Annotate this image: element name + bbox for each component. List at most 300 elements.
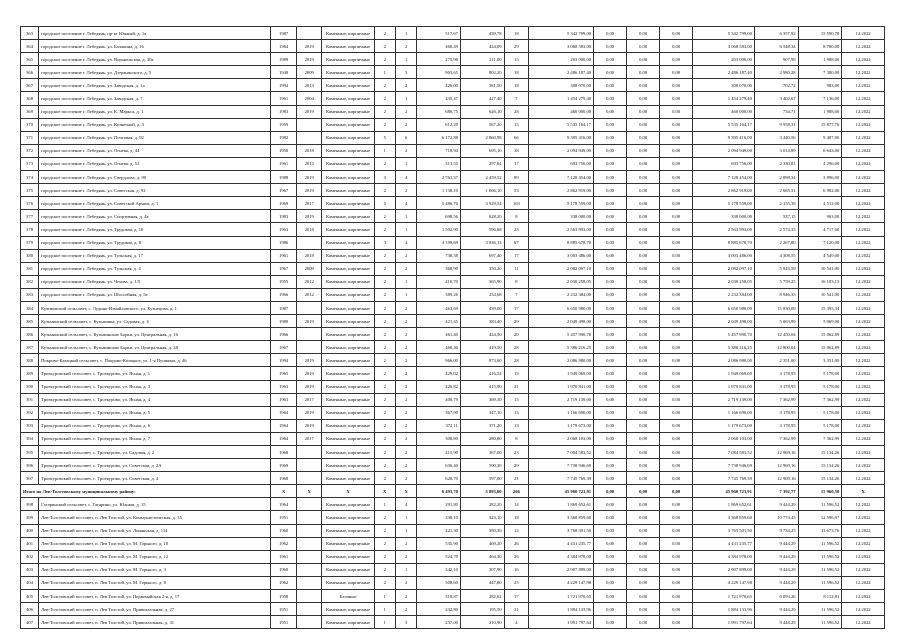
cell-living-area: 628,20 [460, 210, 504, 223]
cell-fund-regional: 0,00 [627, 616, 660, 629]
cell-fund-local: 0,00 [660, 603, 693, 616]
cell-number: 403 [21, 563, 39, 576]
cell-wall-material: Каменные, кирпичные [322, 171, 374, 184]
cell-cost-owners: 6 650 980,09 [693, 301, 755, 314]
cell-year-built: 1962 [271, 537, 297, 550]
cell-fund-regional: 0,00 [627, 210, 660, 223]
cell-year-repair: 2009 [296, 262, 322, 275]
cell-residents: 15 [504, 118, 529, 131]
cell-cost-total: 2 907 899,00 [529, 563, 594, 576]
cell-entrances: 1 [395, 524, 416, 537]
cell-term: 12.2022 [842, 406, 885, 419]
cell-fund-regional: 0,00 [627, 354, 660, 367]
cell-floors: 2 [374, 40, 395, 53]
cell-wall-material: Каменные, кирпичные [322, 328, 374, 341]
cell-entrances: 2 [395, 537, 416, 550]
cell-cost-total: 7 745 769,39 [529, 472, 594, 485]
cell-number: 402 [21, 550, 39, 563]
cell-number: 373 [21, 157, 39, 170]
cell-floors: 2 [374, 315, 395, 328]
cell-fund-federal: 0,00 [594, 485, 627, 498]
cell-year-repair [296, 131, 322, 144]
cell-address: городское поселение г. Лебедянь, ул. К. Маркса, д. 1 [39, 105, 271, 118]
cell-unit-cost: 9 734,25 [754, 524, 798, 537]
cell-fund-local: 0,00 [660, 66, 693, 79]
cell-fund-federal: 0,00 [594, 524, 627, 537]
cell-fund-regional: 0,00 [627, 275, 660, 288]
cell-limit-cost: 11 596,52 [798, 550, 842, 563]
cell-wall-material: Каменные, кирпичные [322, 53, 374, 66]
cell-entrances: 2 [395, 603, 416, 616]
cell-floors: 2 [374, 406, 395, 419]
cell-residents: 25 [504, 576, 529, 589]
cell-year-built: 1964 [271, 419, 297, 432]
cell-residents: 66 [504, 131, 529, 144]
cell-entrances: 4 [395, 171, 416, 184]
cell-unit-cost: 12 969,16 [754, 459, 798, 472]
cell-year-repair: 2019 [296, 315, 322, 328]
cell-address: городское поселение г. Лебедянь, ул. Спортивная, д. 4а [39, 210, 271, 223]
cell-fund-federal: 0,00 [594, 380, 627, 393]
cell-term: 12.2022 [842, 210, 885, 223]
cell-address: городское поселение г. Лебедянь, пр-кт Южный, д. 1а [39, 27, 271, 40]
cell-living-area: 380,30 [460, 524, 504, 537]
cell-unit-cost: 7 362,99 [754, 393, 798, 406]
cell-entrances: 2 [395, 301, 416, 314]
cell-floors: 1 [374, 144, 395, 157]
cell-unit-cost: 8 946,35 [754, 288, 798, 301]
cell-fund-regional: 0,00 [627, 197, 660, 210]
cell-year-repair [296, 498, 322, 511]
cell-limit-cost: 10 541,00 [798, 288, 842, 301]
cell-cost-total: 2 068 103,00 [529, 432, 594, 445]
cell-wall-material: Каменные, кирпичные [322, 210, 374, 223]
cell-fund-federal: 0,00 [594, 419, 627, 432]
cell-floors: 3 [374, 171, 395, 184]
table-row [21, 354, 885, 367]
cell-cost-owners: 5 535 164,17 [693, 118, 755, 131]
cell-total-area: 636,40 [417, 459, 461, 472]
cell-entrances: 2 [395, 406, 416, 419]
cell-fund-regional: 0,00 [627, 446, 660, 459]
cell-floors: 1 [374, 603, 395, 616]
cell-cost-total: 4 431 235,77 [529, 537, 594, 550]
cell-number: 374 [21, 171, 39, 184]
cell-residents: 13 [504, 406, 529, 419]
cell-wall-material: Каменные, кирпичные [322, 432, 374, 445]
cell-residents: 28 [504, 341, 529, 354]
cell-cost-owners: 5 386 216,25 [693, 341, 755, 354]
cell-floors: 2 [374, 367, 395, 380]
cell-limit-cost: 11 596,52 [798, 616, 842, 629]
cell-year-built: 1962 [271, 576, 297, 589]
cell-fund-regional: 0,00 [627, 524, 660, 537]
cell-term: 12.2022 [842, 367, 885, 380]
cell-fund-federal: 0,00 [594, 171, 627, 184]
cell-wall-material: Каменные, кирпичные [322, 315, 374, 328]
cell-unit-cost: 7 392,77 [754, 485, 798, 498]
cell-entrances: 2 [395, 393, 416, 406]
cell-number: 370 [21, 118, 39, 131]
cell-floors: 2 [374, 27, 395, 40]
cell-fund-local: 0,00 [660, 184, 693, 197]
cell-total-area: 318,87 [417, 590, 461, 603]
table-row [21, 27, 885, 40]
cell-fund-federal: 0,00 [594, 590, 627, 603]
table-row [21, 603, 885, 616]
cell-entrances: 1 [395, 210, 416, 223]
cell-address: городское поселение г. Лебедянь, ул. Огнева, д. 52 [39, 157, 271, 170]
cell-address: Лев-Толстовский поссовет, п. Лев Толстой, ул. Привокзальная, д. 31 [39, 616, 271, 629]
cell-year-repair [296, 603, 322, 616]
cell-cost-total: 1 179 673,00 [529, 419, 594, 432]
cell-cost-owners: 7 084 583,52 [693, 446, 755, 459]
cell-living-area: 210,90 [460, 616, 504, 629]
cell-fund-federal: 0,00 [594, 367, 627, 380]
cell-cost-total: 1 721 970,65 [529, 590, 594, 603]
cell-unit-cost: 5 943,59 [754, 262, 798, 275]
cell-cost-total: 2 232 384,00 [529, 288, 594, 301]
cell-fund-regional: 0,00 [627, 105, 660, 118]
cell-number: 369 [21, 105, 39, 118]
cell-limit-cost: 1 988,00 [798, 53, 842, 66]
cell-entrances: 4 [395, 498, 416, 511]
cell-fund-federal: 0,00 [594, 498, 627, 511]
cell-total-area: 903,65 [417, 66, 461, 79]
cell-address: Гагаринский сельсовет, с. Гагарино, ул. Южная, д. 15 [39, 498, 271, 511]
cell-living-area: 802,20 [460, 66, 504, 79]
cell-entrances: 2 [395, 40, 416, 53]
cell-year-repair: 2018 [296, 249, 322, 262]
cell-cost-total: 203 000,00 [529, 53, 594, 66]
cell-fund-regional: 0,00 [627, 118, 660, 131]
cell-fund-regional: 0,00 [627, 459, 660, 472]
cell-limit-cost: 5 178,00 [798, 380, 842, 393]
cell-term: 12.2022 [842, 432, 885, 445]
cell-fund-regional: 0,00 [627, 131, 660, 144]
cell-unit-cost: 537,15 [754, 210, 798, 223]
cell-fund-regional: 0,00 [627, 249, 660, 262]
cell-wall-material: Каменные, кирпичные [322, 288, 374, 301]
cell-fund-regional: 0,00 [627, 40, 660, 53]
cell-unit-cost: 4 308,55 [754, 249, 798, 262]
cell-address: городское поселение г. Лебедянь, ул. Воронежская, д. 30а [39, 53, 271, 66]
cell-unit-cost: 3 178,95 [754, 367, 798, 380]
cell-fund-regional: 0,00 [627, 144, 660, 157]
cell-cost-owners: 1 949 069,00 [693, 367, 755, 380]
cell-fund-federal: 0,00 [594, 79, 627, 92]
cell-address: Лев-Толстовский поссовет, п. Лев Толстой, ул. М. Горького, д. 12 [39, 550, 271, 563]
cell-residents: 26 [504, 550, 529, 563]
cell-unit-cost: 2 330,81 [754, 157, 798, 170]
cell-term: 12.2022 [842, 419, 885, 432]
table-row [21, 236, 885, 249]
cell-total-area: 680,75 [417, 105, 461, 118]
cell-cost-owners: 308 070,00 [693, 79, 755, 92]
cell-number: 392 [21, 406, 39, 419]
cell-address: городское поселение г. Лебедянь, ул. Заводская, д. 7 [39, 92, 271, 105]
cell-total-area: 426,82 [417, 380, 461, 393]
cell-address: Кузьминский сельсовет, с. Кузьминка, ул. Садовая, д. 4 [39, 315, 271, 328]
cell-limit-cost: 11 596,52 [798, 498, 842, 511]
cell-living-area: 626,10 [460, 105, 504, 118]
cell-number: 400 [21, 524, 39, 537]
cell-year-built: 1982 [271, 131, 297, 144]
cell-cost-owners: 7 745 769,39 [693, 472, 755, 485]
cell-floors: 2 [374, 550, 395, 563]
cell-fund-regional: 0,00 [627, 53, 660, 66]
cell-unit-cost: 12 800,04 [754, 341, 798, 354]
cell-fund-local: 0,00 [660, 301, 693, 314]
cell-year-repair: 2019 [296, 406, 322, 419]
cell-cost-total: 7 084 583,52 [529, 446, 594, 459]
cell-fund-local: 0,00 [660, 524, 693, 537]
cell-fund-federal: 0,00 [594, 236, 627, 249]
cell-cost-total: 6 650 980,09 [529, 301, 594, 314]
cell-year-repair: 2019 [296, 105, 322, 118]
cell-entrances: 2 [395, 262, 416, 275]
cell-cost-owners: 3 068 583,00 [693, 40, 755, 53]
cell-entrances: 2 [395, 590, 416, 603]
cell-entrances: 2 [395, 472, 416, 485]
cell-cost-total: 1 884 133,96 [529, 603, 594, 616]
cell-entrances: 2 [395, 79, 416, 92]
table-row [21, 262, 885, 275]
cell-year-repair: 2019 [296, 419, 322, 432]
table-row [21, 249, 885, 262]
cell-cost-owners: 203 000,00 [693, 53, 755, 66]
cell-address: Куликовский сельсовет, с. Лудино-Измайловского, ул. Кузнецова, д. 1 [39, 301, 271, 314]
cell-year-repair [296, 118, 322, 131]
cell-cost-owners: 5 342 799,00 [693, 27, 755, 40]
cell-wall-material: Блочные [322, 590, 374, 603]
cell-fund-local: 0,00 [660, 380, 693, 393]
housing-register-table [20, 26, 885, 629]
cell-cost-owners: 2 486 187,40 [693, 66, 755, 79]
total-row [21, 485, 885, 498]
cell-fund-local: 0,00 [660, 576, 693, 589]
cell-address: Троекуровский сельсовет, с. Троекурово, ул. Советская, д. 2А [39, 459, 271, 472]
cell-cost-owners: 2 907 899,00 [693, 563, 755, 576]
cell-entrances: 2 [395, 105, 416, 118]
cell-term: 12.2022 [842, 105, 885, 118]
cell-limit-cost: 7 380,00 [798, 66, 842, 79]
cell-total-area: 232,80 [417, 603, 461, 616]
cell-fund-federal: 0,00 [594, 27, 627, 40]
cell-total-area: 698,56 [417, 210, 461, 223]
cell-residents: 4 [504, 616, 529, 629]
cell-residents: 53 [504, 184, 529, 197]
cell-residents: 20 [504, 328, 529, 341]
cell-floors: 1 [374, 498, 395, 511]
cell-term: 12.2022 [842, 393, 885, 406]
cell-floors: 2 [374, 53, 395, 66]
cell-fund-federal: 0,00 [594, 249, 627, 262]
cell-unit-cost: 9 444,29 [754, 576, 798, 589]
cell-number: 393 [21, 419, 39, 432]
cell-fund-federal: 0,00 [594, 184, 627, 197]
cell-address: городское поселение г. Лебедянь, ул. Тульская, д. 4 [39, 262, 271, 275]
cell-fund-federal: 0,00 [594, 118, 627, 131]
cell-entrances: 1 [395, 275, 416, 288]
cell-address: городское поселение г. Лебедянь, ул. Чехова, д. 1/5 [39, 275, 271, 288]
cell-limit-cost: 5 069,00 [798, 315, 842, 328]
cell-term: 12.2022 [842, 118, 885, 131]
cell-term: 12.2022 [842, 315, 885, 328]
cell-total-area: 415,90 [417, 446, 461, 459]
cell-fund-regional: 0,00 [627, 590, 660, 603]
cell-year-repair [296, 511, 322, 524]
cell-residents: 12 [504, 524, 529, 537]
cell-fund-federal: 0,00 [594, 511, 627, 524]
cell-cost-total: 2 486 187,40 [529, 66, 594, 79]
cell-address: городское поселение г. Лебедянь, ул. Заводская, д. 1а [39, 79, 271, 92]
cell-number: 406 [21, 603, 39, 616]
cell-year-repair [296, 301, 322, 314]
cell-living-area: 369,30 [460, 393, 504, 406]
cell-fund-regional: 0,00 [627, 498, 660, 511]
cell-cost-owners: 2 082 097,10 [693, 262, 755, 275]
cell-unit-cost: 9 444,29 [754, 550, 798, 563]
cell-term: X [842, 485, 885, 498]
cell-fund-local: 0,00 [660, 144, 693, 157]
cell-cost-owners: 3 765 501,50 [693, 524, 755, 537]
cell-cost-total: 5 342 799,00 [529, 27, 594, 40]
cell-floors: 2 [374, 105, 395, 118]
cell-unit-cost: 2 685,31 [754, 184, 798, 197]
cell-term: 12.2022 [842, 301, 885, 314]
cell-unit-cost: 12 969,16 [754, 472, 798, 485]
cell-year-repair: 2009 [296, 66, 322, 79]
cell-total-area: 966,00 [417, 354, 461, 367]
cell-total-area: 367,90 [417, 406, 461, 419]
table-row [21, 380, 885, 393]
cell-wall-material: Каменные, кирпичные [322, 406, 374, 419]
cell-floors: 1 [374, 590, 395, 603]
cell-wall-material: Каменные, кирпичные [322, 27, 374, 40]
cell-living-area: 3 929,54 [460, 197, 504, 210]
cell-floors: 1 [374, 66, 395, 79]
cell-unit-cost: 3 014,89 [754, 144, 798, 157]
cell-cost-owners: 693 756,00 [693, 157, 755, 170]
cell-residents: 17 [504, 157, 529, 170]
cell-floors: 2 [374, 393, 395, 406]
cell-living-area: 307,90 [460, 563, 504, 576]
cell-address: городское поселение г. Лебедянь, ул. Кузнечной, д. 3 [39, 118, 271, 131]
cell-fund-local: 0,00 [660, 92, 693, 105]
cell-living-area: 1 066,10 [460, 184, 504, 197]
cell-cost-owners: 338 000,00 [693, 210, 755, 223]
cell-residents: 18 [504, 66, 529, 79]
table-row [21, 459, 885, 472]
table-row [21, 563, 885, 576]
cell-cost-owners: 1 166 690,00 [693, 406, 755, 419]
cell-residents: 38 [504, 144, 529, 157]
cell-wall-material: Каменные, кирпичные [322, 393, 374, 406]
cell-fund-federal: 0,00 [594, 40, 627, 53]
cell-unit-cost: 9 444,29 [754, 616, 798, 629]
cell-fund-federal: 0,00 [594, 105, 627, 118]
cell-residents: 8 [504, 275, 529, 288]
cell-fund-regional: 0,00 [627, 341, 660, 354]
cell-year-built: 1988 [271, 171, 297, 184]
table-row [21, 157, 885, 170]
cell-cost-owners: 5 457 990,70 [693, 328, 755, 341]
cell-cost-owners: 4 384 978,00 [693, 550, 755, 563]
cell-term: 12.2022 [842, 472, 885, 485]
cell-entrances: 2 [395, 380, 416, 393]
cell-wall-material: Каменные, кирпичные [322, 367, 374, 380]
cell-fund-federal: 0,00 [594, 406, 627, 419]
cell-limit-cost: 7 362,99 [798, 432, 842, 445]
cell-residents: 163 [504, 197, 529, 210]
cell-fund-federal: 0,00 [594, 223, 627, 236]
cell-term: 12.2022 [842, 563, 885, 576]
cell-wall-material: Каменные, кирпичные [322, 197, 374, 210]
cell-fund-federal: 0,00 [594, 328, 627, 341]
cell-wall-material: Каменные, кирпичные [322, 446, 374, 459]
cell-entrances: 4 [395, 236, 416, 249]
cell-year-built: 1989 [271, 53, 297, 66]
cell-floors: 2 [374, 223, 395, 236]
cell-residents: 67 [504, 236, 529, 249]
cell-term: 12.2022 [842, 249, 885, 262]
cell-cost-total: 1 991 797,64 [529, 616, 594, 629]
cell-limit-cost: 6 982,00 [798, 184, 842, 197]
cell-wall-material: Каменные, кирпичные [322, 275, 374, 288]
cell-floors: 2 [374, 354, 395, 367]
cell-residents: 13 [504, 367, 529, 380]
cell-fund-local: 0,00 [660, 354, 693, 367]
cell-fund-federal: 0,00 [594, 550, 627, 563]
cell-cost-owners: 7 128 454,00 [693, 171, 755, 184]
cell-unit-cost: 702,72 [754, 79, 798, 92]
cell-fund-federal: 0,00 [594, 393, 627, 406]
table-row [21, 367, 885, 380]
cell-year-built: 1966 [271, 328, 297, 341]
cell-year-built: 1951 [271, 603, 297, 616]
cell-fund-federal: 0,00 [594, 197, 627, 210]
cell-fund-local: 0,00 [660, 446, 693, 459]
cell-cost-owners: 2 094 949,00 [693, 144, 755, 157]
cell-entrances: 2 [395, 341, 416, 354]
cell-entrances: 2 [395, 432, 416, 445]
table-row [21, 406, 885, 419]
cell-wall-material: Каменные, кирпичные [322, 550, 374, 563]
cell-total-area: 628,70 [417, 472, 461, 485]
cell-fund-local: 0,00 [660, 131, 693, 144]
table-row [21, 275, 885, 288]
cell-residents: 8 [504, 210, 529, 223]
cell-fund-local: 0,00 [660, 563, 693, 576]
cell-limit-cost: 10 541,00 [798, 262, 842, 275]
cell-year-built: 1960 [271, 563, 297, 576]
cell-wall-material: Каменные, кирпичные [322, 354, 374, 367]
cell-unit-cost: 9 444,29 [754, 537, 798, 550]
cell-cost-total: 2 862 919,00 [529, 184, 594, 197]
cell-year-repair: 2012 [296, 288, 322, 301]
cell-wall-material: Каменные, кирпичные [322, 105, 374, 118]
cell-wall-material: Каменные, кирпичные [322, 341, 374, 354]
cell-term: 12.2022 [842, 590, 885, 603]
cell-cost-total: 338 000,00 [529, 210, 594, 223]
cell-fund-regional: 0,00 [627, 432, 660, 445]
cell-fund-local: 0,00 [660, 315, 693, 328]
cell-residents: 7 [504, 288, 529, 301]
cell-floors: 2 [374, 118, 395, 131]
cell-living-area: 567,20 [460, 118, 504, 131]
cell-residents: 29 [504, 315, 529, 328]
